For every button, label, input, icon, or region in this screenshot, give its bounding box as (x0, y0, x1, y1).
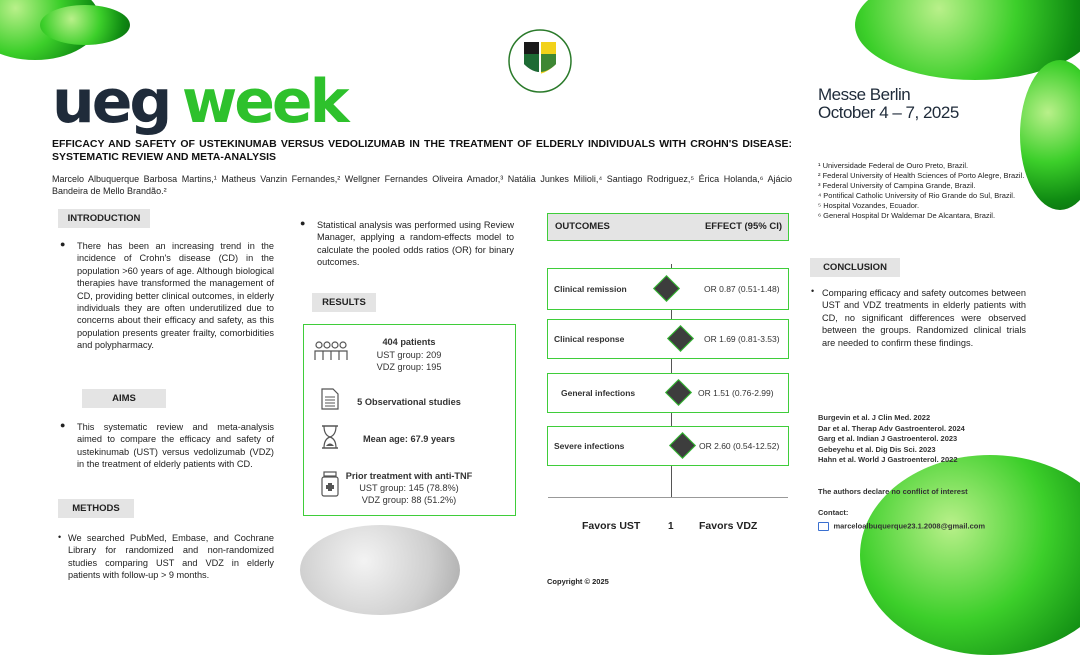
introduction-bullet: ● (60, 239, 66, 249)
affiliation-3: ³ Federal University of Campina Grande, Brazil. (818, 181, 976, 190)
outcome-or-3: OR 1.51 (0.76-2.99) (698, 388, 774, 398)
affiliation-4: ⁴ Pontifical Catholic University of Rio Grande do Sul, Brazil. (818, 191, 1016, 200)
conclusion-bullet: • (811, 286, 815, 296)
affiliation-2: ² Federal University of Health Sciences of Porto Alegre, Brazil. (818, 171, 1025, 180)
university-emblem-icon (506, 28, 574, 94)
outcomes-header (547, 213, 789, 241)
conflict-statement: The authors declare no conflict of interest (818, 487, 968, 496)
outcome-label-3: General infections (561, 388, 636, 398)
outcome-or-2: OR 1.69 (0.81-3.53) (704, 334, 780, 344)
methods-bullet: • (58, 532, 62, 542)
event-dates: October 4 – 7, 2025 (818, 103, 959, 122)
affiliations (818, 161, 1068, 221)
results-prior-vdz: VDZ group: 88 (51.2%) (361, 495, 457, 505)
references (818, 413, 1048, 466)
decor-blob-top-left-2 (40, 5, 130, 45)
affiliation-6: ⁶ General Hospital Dr Waldemar De Alcantara, Brazil. (818, 211, 996, 220)
venue: Messe Berlin (818, 85, 911, 104)
outcome-or-1: OR 0.87 (0.51-1.48) (704, 284, 780, 294)
outcome-label-4: Severe infections (554, 441, 625, 451)
copyright: Copyright © 2025 (547, 577, 609, 586)
results-studies: 5 Observational studies (357, 397, 461, 407)
results-box (303, 324, 516, 516)
aims-text: This systematic review and meta-analysis aimed to compare the efficacy and safety of ustekinumab (UST) versus vedolizumab (VDZ) in the treatment of elderly patients with CD. (77, 422, 274, 470)
ueg-week-logo (52, 67, 347, 137)
favors-ust-label: Favors UST (582, 520, 641, 532)
methods-heading: METHODS (58, 499, 134, 518)
methods-bullet-2: ● (300, 218, 306, 228)
logo-ueg: ueg (52, 67, 170, 137)
outcomes-heading: OUTCOMES (555, 221, 610, 232)
decor-liver-image (300, 525, 460, 615)
effect-heading: EFFECT (95% CI) (704, 221, 782, 232)
reference-3: Garg et al. Indian J Gastroenterol. 2023 (818, 434, 958, 443)
introduction-heading: INTRODUCTION (58, 209, 150, 228)
contact-email[interactable]: marceloalbuquerque23.1.2008@gmail.com (833, 521, 985, 531)
conclusion-text: Comparing efficacy and safety outcomes between UST and VDZ treatments in elderly patients with CD, no significant differences were observed between the groups. Randomized clinical trials are needed to confirm these findings. (822, 288, 1026, 348)
results-mean-age: Mean age: 67.9 years (363, 434, 455, 444)
results-patients: 404 patients (382, 337, 436, 347)
results-heading: RESULTS (312, 293, 376, 312)
conclusion-heading: CONCLUSION (810, 258, 900, 277)
outcome-label-2: Clinical response (554, 334, 625, 344)
contact-label: Contact: (818, 508, 849, 517)
introduction-text: There has been an increasing trend in the incidence of Crohn's disease (CD) in the population >60 years of age. Although biological therapies have transformed the management of CD, providing better clinical outcomes, in elderly individuals they are often underutilized due to concerns about their efficacy and safety, as this population presents greater frailty, comorbidities and polypharmacy. (77, 241, 274, 351)
outcome-or-4: OR 2.60 (0.54-12.52) (699, 441, 780, 451)
results-ust-group: UST group: 209 (376, 350, 442, 360)
favors-vdz-label: Favors VDZ (699, 520, 758, 532)
methods-text-2: Statistical analysis was performed using Review Manager, applying a random-effects model to calculate the pooled odds ratios (OR) for binary outcomes. (317, 220, 514, 268)
email-icon (818, 522, 829, 531)
reference-4: Gebeyehu et al. Dig Dis Sci. 2023 (818, 444, 936, 454)
reference-2: Dar et al. Therap Adv Gastroenterol. 2024 (818, 423, 965, 433)
aims-heading: AIMS (82, 389, 166, 408)
reference-5: Hahn et al. World J Gastroenterol. 2022 (818, 455, 958, 464)
poster-title: EFFICACY AND SAFETY OF USTEKINUMAB VERSUS VEDOLIZUMAB IN THE TREATMENT OF ELDERLY INDIVIDUALS WITH CROHN'S DISEASE: SYSTEMATIC REVIEW AND META-ANALYSIS (52, 138, 792, 163)
contact-row (818, 518, 985, 536)
reference-1: Burgevin et al. J Clin Med. 2022 (818, 413, 931, 422)
aims-bullet: ● (60, 420, 66, 430)
logo-week: week (181, 67, 347, 137)
decor-blob-bottom-right (860, 455, 1080, 655)
results-prior-title: Prior treatment with anti-TNF (345, 471, 473, 481)
results-prior-ust: UST group: 145 (78.8%) (359, 483, 459, 493)
forest-axis-line (548, 497, 788, 498)
authors: Marcelo Albuquerque Barbosa Martins,¹ Matheus Vanzin Fernandes,² Wellgner Fernandes Oliveira Amador,³ Natália Junkes Milioli,⁴ Santiago Rodriguez,⁵ Érica Holanda,⁶ Ajácio Bandeira de Mello Brandão.² (52, 174, 792, 196)
methods-text: We searched PubMed, Embase, and Cochrane Library for randomized and non-randomized studies comparing UST and VDZ in elderly patients with follow-up > 9 months. (68, 533, 274, 581)
affiliation-1: ¹ Universidade Federal de Ouro Preto, Brazil. (818, 161, 969, 170)
affiliation-5: ⁵ Hospital Vozandes, Ecuador. (818, 201, 920, 210)
results-vdz-group: VDZ group: 195 (376, 362, 442, 372)
outcome-label-1: Clinical remission (554, 284, 627, 294)
forest-null-value: 1 (668, 521, 674, 532)
